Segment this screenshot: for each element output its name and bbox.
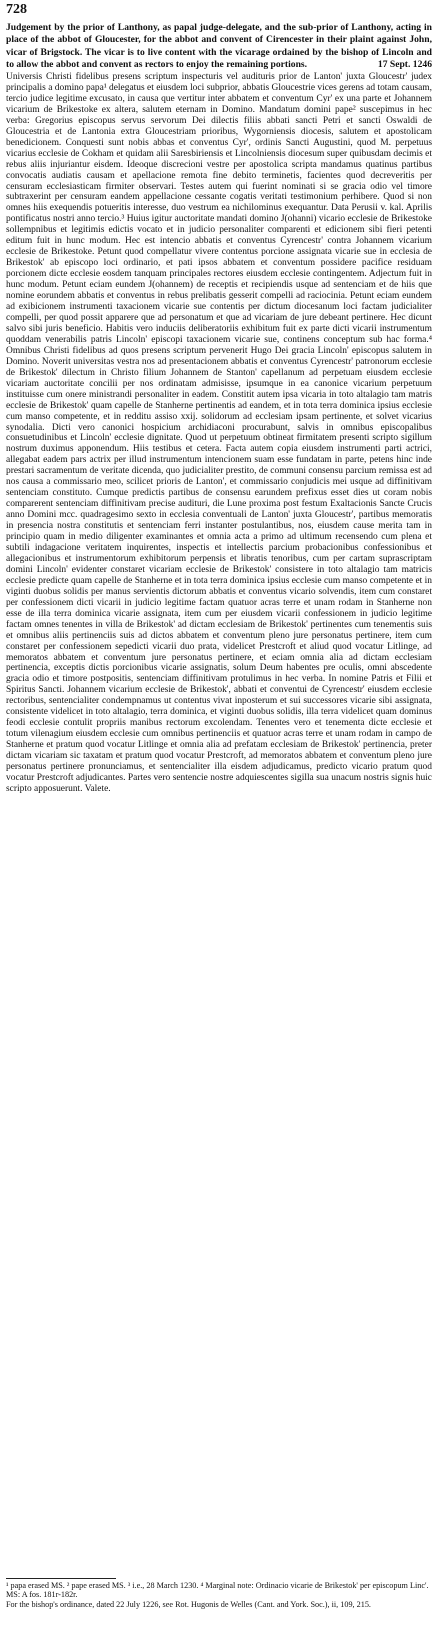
footnote-line: ¹ papa erased MS. ² pape erased MS. ³ i.e., 28 March 1230. ⁴ Marginal note: Ordinacio vicarie de Brikestok' per episcopum Linc'. bbox=[6, 1581, 429, 1590]
footnote-line: For the bishop's ordinance, dated 22 July 1226, see Rot. Hugonis de Welles (Cant. and York. Soc.), ii, 109, 215. bbox=[6, 1599, 371, 1609]
footnotes bbox=[6, 1581, 432, 1609]
heading-text: Judgement by the prior of Lanthony, as papal judge-delegate, and the sub-prior of Lanthony, acting in place of the abbot of Gloucester, for the abbot and convent of Cirencester in their plaint against John, vicar of Brigstock. The vicar is to live content with the vicarage ordained by the bishop of Lincoln and to allow the abbot and convent as rectors to enjoy the remaining portions. bbox=[6, 22, 432, 70]
charter-text bbox=[6, 72, 432, 795]
document-heading bbox=[6, 22, 432, 71]
footnote-line: MS: A fos. 181r-182r. bbox=[6, 1590, 78, 1600]
footnote-rule bbox=[6, 1578, 116, 1579]
page-number: 728 bbox=[6, 2, 27, 17]
charter-paragraph: Universis Christi fidelibus presens scriptum inspecturis vel audituris prior de Lanton' juxta Gloucestr' judex principalis a domino papa¹ delegatus et eiusdem loci subprior, abbatis Gloucestrie vices gerens ad totam causam, tercio judice legitime excusato, in causa que vertitur inter abbatem et conventum Cyr' ex una parte et Johannem vicarium de Brikestoke ex altera, salutem eternam in Domino. Mandatum domini pape² suscepimus in hec verba: Gregorius episcopus servus servorum Dei dilectis filiis abbati sancti Petri et sancti Oswaldi de Gloucestria et de Lantonia extra Gloucestriam prioribus, Wygorniensis diocesis, salutem et apostolicam benedicionem. Conquesti sunt nobis abbas et conventus Cyr', ordinis Sancti Augustini, quod M. perpetuus vicarius ecclesie de Cokham et quidam alii Saresbiriensis et Lincolniensis diocesum super quibusdam decimis et rebus aliis injuriantur eisdem. Ideoque discrecioni vestre per apostolica scripta mandamus quatinus partibus convocatis audiatis causam et apellacione remota fine debito terminetis, facientes quod decreveritis per censuram ecclesiasticam firmiter observari. Testes autem qui fuerint nominati si se gracia odio vel timore subtraxerint per censuram eandem appellacione cessante cogatis veritati testimonium perhibere. Quod si non omnes hiis exequendis potueritis interesse, duo vestrum ea nichilominus exequantur. Data Perusii v. kal. Aprilis pontificatus nostri anno tercio.³ Huius igitur auctoritate mandati domino J(ohanni) vicario ecclesie de Brikestoke sollempnibus et legitimis edictis vocato et in judicio personaliter comparenti et edicionem sibi fieri petenti editum fuit in hunc modum. Hec est intencio abbatis et conventus Cyrencestr' contra Johannem vicarium ecclesie de Brikestoke. Petunt quod compellatur vivere contentus porcione assignata vicarie sue in ecclesia de Brikestok' ab episcopo loci ordinario, et pati ipsos abbatem et conventum possidere pacifice residuam porcionem dicte ecclesie eosdem tanquam principales rectores eiusdem ecclesie contingentem. Adjectum fuit in hunc modum. Petunt eciam eundem J(ohannem) de receptis et recipiendis usque ad sentenciam et de hiis que nomine eorundem abbatis et conventus in rebus prelibatis gesserit compelli ad raciocinia. Petunt eciam eundem ad exibicionem instrumenti taxacionem vicarie sue contentis per dictum diocesanum loci factam judicialiter compelli, per quod possit apparere que ad personatum et que ad vicariam de jure debeant pertinere. Hec dicunt salvo sibi juris beneficio. Habitis vero induciis deliberatoriis exhibitum fuit ex parte dicti vicarii instrumentum quoddam venerabilis patris Lincoln' episcopi taxacionem vicarie sue, continens conceptum sub hac forma.⁴ Omnibus Christi fidelibus ad quos presens scriptum pervenerit Hugo Dei gracia Lincoln' episcopus salutem in Domino. Noverit universitas vestra nos ad presentacionem abbatis et conventus Cyrencestr' patronorum ecclesie de Brikestok' dilectum in Christo filium Johannem de Stanton' capellanum ad perpetuam eiusdem ecclesie vicariam auctoritate concilii per nos ordinatam admisisse, ipsumque in ea canonice vicarium perpetuum instituisse cum onere ministrandi personaliter in eadem. Constitit autem ipsa vicaria in toto altalagio tam matris ecclesie de Brikestok' quam capelle de Stanherne pertinentis ad eandem, et in tota terra dominica ipsius ecclesie cum manso competente, et in redditu assiso xxij. solidorum ad ecclesiam ipsam pertinente, et solvet vicarius synodalia. Dicti vero canonici hospicium archidiaconi procurabunt, salvis in omnibus episcopalibus consuetudinibus et Lincoln' ecclesie dignitate. Quod ut perpetuum obtineat firmitatem presenti scripto sigillum nostrum duximus apponendum. Hiis testibus et cetera. Facta autem copia eiusdem instrumenti parti actrici, allegabat eadem pars actrix per illud instrumentum intencionem suam esse fundatam in parte, petens hinc inde prestari sacramentum de veritate dicenda, quo judicialiter prestito, de communi consensu parcium remissa est ad nos causa a commissario meo, scilicet prioris de Lanton', et commissario conjudicis mei usque ad diffinitivam sentenciam constituto. Cumque predictis partibus de consensu earundem prefixus esset dies ut coram nobis comparerent sentenciam diffinitivam precise audituri, die Lune proxima post festum Exaltacionis Sancte Crucis anno Domini mcc. quadragesimo sexto in ecclesia conventuali de Lanton' juxta Gloucestr', partibus memoratis in presencia nostra constitutis et sentenciam ferri instanter postulantibus, nos, eiusdem cause merita tam in principio quam in medio diligenter examinantes et omnia acta a primo ad ultimum recensendo cum plena et subtili indagacione veritatem inquirentes, inspectis et intellectis parcium probacionibus confessionibus et allegacionibus et instrumentorum exhibitorum perpensis et libratis tenoribus, cum per cartam suprascriptam domini Lincoln' evidenter constaret vicariam ecclesie de Brikestok' consistere in toto altalagio tam matricis ecclesie predicte quam capelle de Stanherne et in tota terra dominica ipsius ecclesie cum manso competente et in viginti duobus solidis per manus servientis dictorum abbatis et conventus vicario solvendis, item cum constaret per confessionem dicti vicarii in judicio legitime factam quatuor acras terre et unam rodam in Stanherne non esse de illa terra dominica vicarie assignata, item cum per eiusdem vicarii confessionem in judicio legitime factam omnes tenentes in villa de Brikestok' ad dictam ecclesiam de Brikestok' pertinentes cum tenementis suis et omnibus aliis pertinenciis suis ad dictos abbatem et conventum pleno jure personatus pertinere, item cum constaret per confessionem sepedicti vicarii duo prata, videlicet Prestcroft et aliud quod vocatur Litlinge, ad memoratos abbatem et conventum jure personatus pertinere, et eciam omnia alia ad dictam ecclesiam pertinencia, exceptis dictis porcionibus vicarie assignatis, solum Deum habentes pre oculis, omni abscedente gracia odio et timore postpositis, sentenciam diffinitivam protulimus in hec verba. In nomine Patris et Filii et Spiritus Sancti. Johannem vicarium ecclesie de Brikestok', abbati et conventui de Cyrencestr' eiusdem ecclesie rectoribus, sentencialiter condempnamus ut contentus vivat inposterum et sui successores vicarie sibi assignata, consistente videlicet in toto altalagio, terra dominica, et viginti duobus solidis, illa terra videlicet quam dominus feodi ecclesie contulit propriis manibus rectorum excolendam. Tenentes vero et tenementa dicte ecclesie et totum vilenagium eiusdem ecclesie cum omnibus pertinenciis et quatuor acras terre et unam rodam in campo de Stanherne et pratum quod vocatur Litlinge et omnia alia ad prefatam ecclesiam de Brikestok' pertinencia, preter dictam vicariam sic taxatam et pratum quod vocatur Prestcroft, ad memoratos abbatem et conventum pleno jure personatus pertinere pronunciamus, et sentencialiter illa eisdem adjudicamus, predicto vicario pratum quod vocatur Prestcroft adjudicantes. Partes vero sentencie nostre adquiescentes sigilla sua unacum nostris signis huic scripto apposuerunt. Valete. bbox=[6, 72, 432, 794]
heading-date: 17 Sept. 1246 bbox=[377, 58, 432, 70]
